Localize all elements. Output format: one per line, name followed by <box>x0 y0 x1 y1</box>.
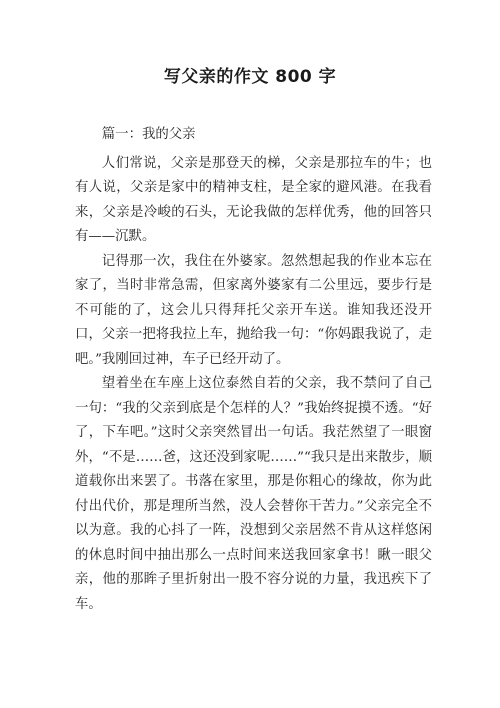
document-title: 写父亲的作文 800 字 <box>163 67 337 87</box>
section-heading: 篇一：我的父亲 <box>101 127 196 142</box>
document-body <box>75 123 432 617</box>
paragraph-3: 望着坐在车座上这位泰然自若的父亲，我不禁问了自己一句：“我的父亲到底是个怎样的人？”我始终捉摸不透。“好了，下车吧。”这时父亲突然冒出一句话。我茫然望了一眼窗外，“不是……爸，这还没到家呢……”“我只是出来散步，顺道载你出来罢了。书落在家里，那是你粗心的缘故，你为此付出代价，那是理所当然，没人会替你干苦力。”父亲完全不以为意。我的心抖了一阵，没想到父亲居然不肯从这样悠闲的休息时间中抽出那么一点时间来送我回家拿书！瞅一眼父亲，他的那眸子里折射出一股不容分说的力量，我迅疾下了车。 <box>75 376 432 612</box>
paragraph-2: 记得那一次，我住在外婆家。忽然想起我的作业本忘在家了，当时非常急需，但家离外婆家有二公里远，要步行是不可能的了，这会儿只得拜托父亲开车送。谁知我还没开口，父亲一把将我拉上车，抛给我一句：“你妈跟我说了，走吧。”我刚回过神，车子已经开动了。 <box>75 253 432 367</box>
paragraph-1: 人们常说，父亲是那登天的梯，父亲是那拉车的牛；也有人说，父亲是家中的精神支柱，是全家的避风港。在我看来，父亲是冷峻的石头，无论我做的怎样优秀，他的回答只有——沉默。 <box>75 155 432 244</box>
